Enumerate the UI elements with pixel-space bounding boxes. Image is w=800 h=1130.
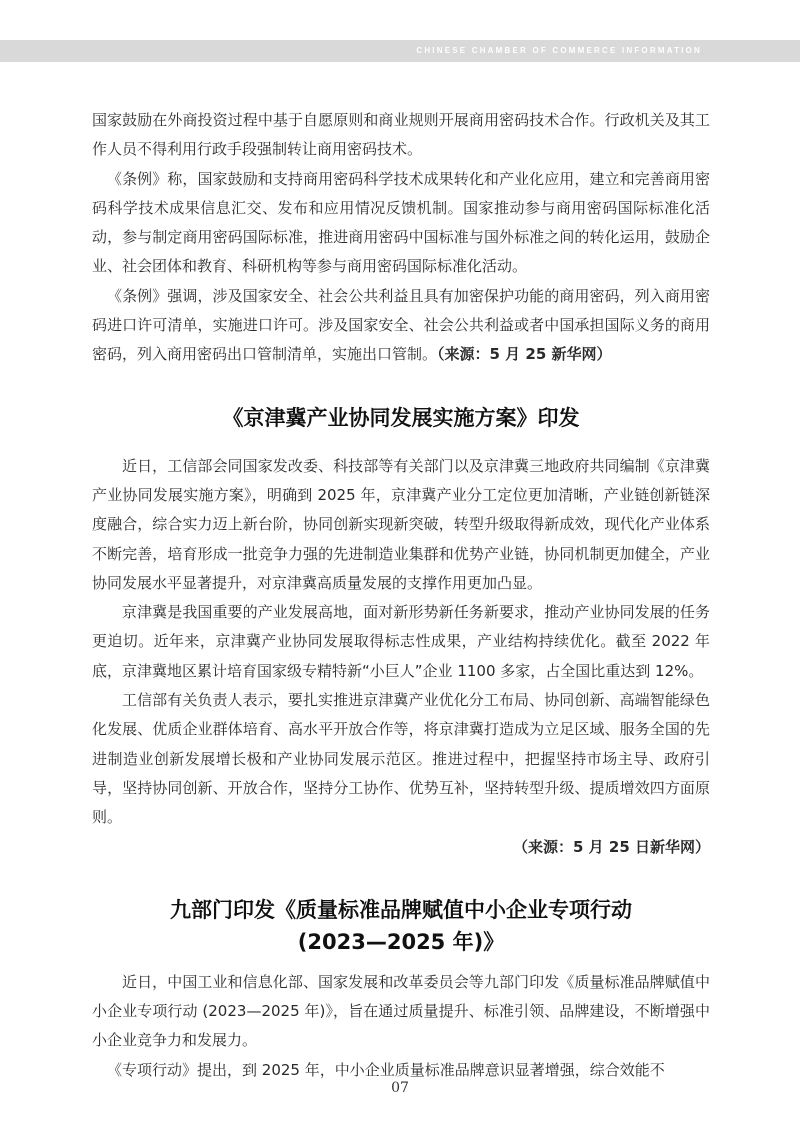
header-band-text: CHINESE CHAMBER OF COMMERCE INFORMATION bbox=[416, 46, 702, 55]
source-note: （来源：5 月 25 新华网） bbox=[437, 345, 612, 364]
section-title: 《京津冀产业协同发展实施方案》印发 bbox=[222, 405, 580, 430]
section-title-line1: 九部门印发《质量标准品牌赋值中小企业专项行动 bbox=[170, 897, 632, 922]
paragraph: 国家鼓励在外商投资过程中基于自愿原则和商业规则开展商用密码技术合作。行政机关及其工作人员不得利用行政手段强制转让商用密码技术。 bbox=[92, 111, 710, 159]
paragraph: 近日，中国工业和信息化部、国家发展和改革委员会等九部门印发《质量标准品牌赋值中小企业专项行动 (2023—2025 年)》，旨在通过质量提升、标准引领、品牌建设，不断增强中小企业竞争力和发展力。 bbox=[92, 972, 710, 1050]
paragraph-text: 《条例》强调，涉及国家安全、社会公共利益且具有加密保护功能的商用密码，列入商用密码进口许可清单，实施进口许可。涉及国家安全、社会公共利益或者中国承担国际义务的商用密码，列入商用密码出口管制清单，实施出口管制。 bbox=[92, 286, 710, 364]
paragraph: 京津冀是我国重要的产业发展高地，面对新形势新任务新要求，推动产业协同发展的任务更迫切。近年来，京津冀产业协同发展取得标志性成果，产业结构持续优化。截至 2022 年底，京津冀地区累计培育国家级专精特新“小巨人”企业 1100 多家，占全国比重达到 12%。 bbox=[92, 603, 710, 680]
article-content bbox=[92, 106, 710, 1085]
paragraph: 近日，工信部会同国家发改委、科技部等有关部门以及京津冀三地政府共同编制《京津冀产业协同发展实施方案》，明确到 2025 年，京津冀产业分工定位更加清晰，产业链创新链深度融合，综合实力迈上新台阶，协同创新实现新突破，转型升级取得新成效，现代化产业体系不断完善，培育形成一批竞争力强的先进制造业集群和优势产业链，协同机制更加健全，产业协同发展水平显著提升，对京津冀高质量发展的支撑作用更加凸显。 bbox=[92, 456, 710, 592]
paragraph: 《条例》称，国家鼓励和支持商用密码科学技术成果转化和产业化应用，建立和完善商用密码科学技术成果信息汇交、发布和应用情况反馈机制。国家推动参与商用密码国际标准化活动，参与制定商用密码国际标准，推进商用密码中国标准与国外标准之间的转化运用，鼓励企业、社会团体和教育、科研机构等参与商用密码国际标准化活动。 bbox=[92, 169, 710, 276]
source-note: （来源：5 月 25 日新华网） bbox=[513, 837, 710, 856]
section-title-line2: (2023—2025 年)》 bbox=[297, 929, 505, 954]
paragraph bbox=[92, 282, 710, 370]
paragraph: 《专项行动》提出，到 2025 年，中小企业质量标准品牌意识显著增强，综合效能不 bbox=[107, 1060, 665, 1079]
page-number: 07 bbox=[391, 1080, 409, 1096]
section-title bbox=[92, 894, 710, 958]
paragraph: 工信部有关负责人表示，要扎实推进京津冀产业优化分工布局、协同创新、高端智能绿色化发展、优质企业群体培育、高水平开放合作等，将京津冀打造成为立足区域、服务全国的先进制造业创新发展增长极和产业协同发展示范区。推进过程中，把握坚持市场主导、政府引导，坚持协同创新、开放合作，坚持分工协作、优势互补，坚持转型升级、提质增效四方面原则。 bbox=[92, 691, 710, 827]
header-band bbox=[0, 40, 800, 62]
